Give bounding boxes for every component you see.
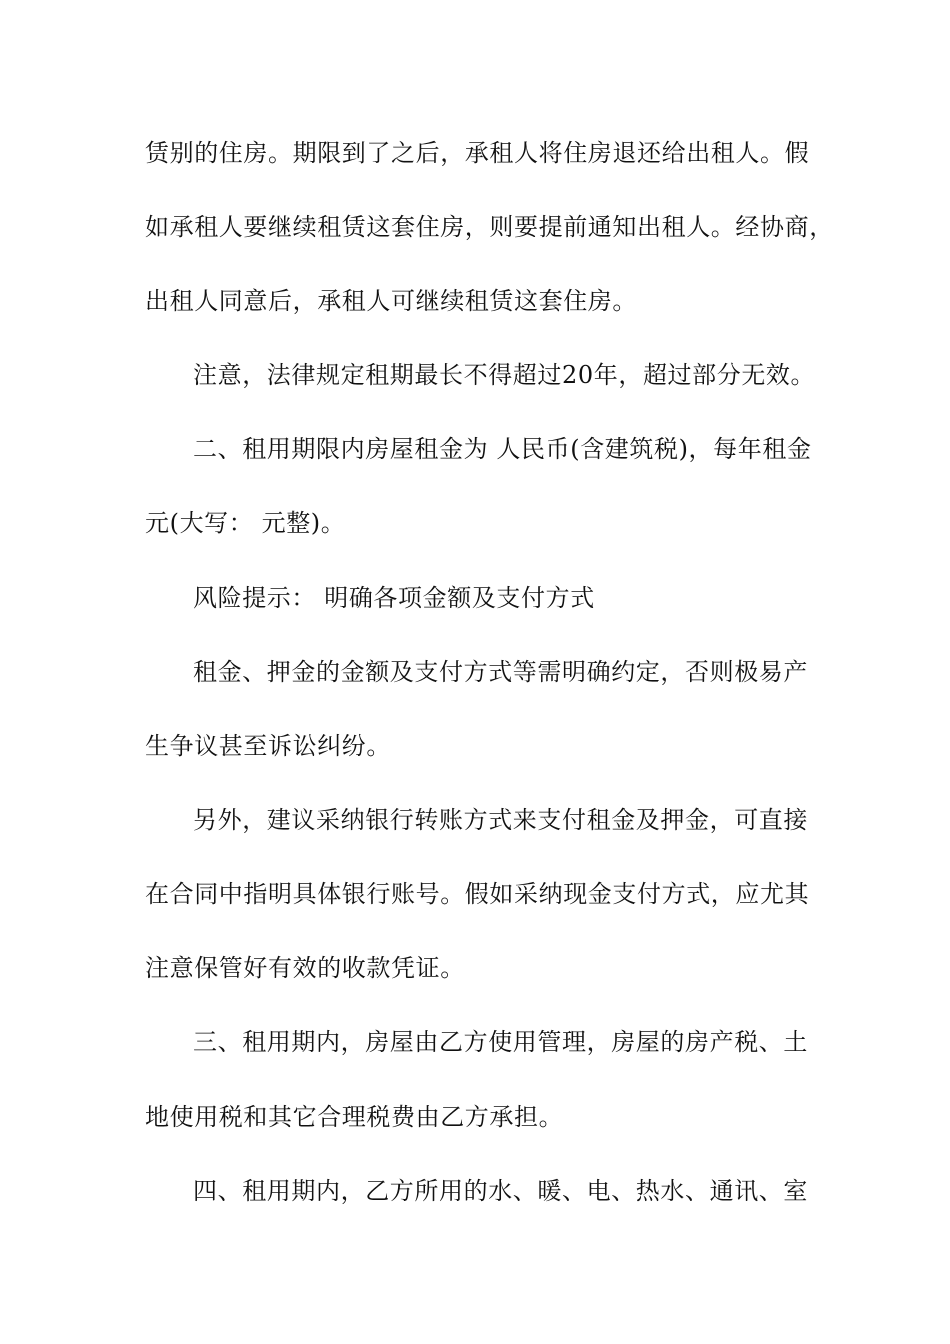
text-line: 在合同中指明具体银行账号。假如采纳现金支付方式，应尤其 [145,880,810,908]
text-line: 注意，法律规定租期最长不得超过20年，超过部分无效。 [193,361,816,389]
text-line: 二、租用期限内房屋租金为 人民币(含建筑税)，每年租金 [193,435,812,463]
text-line: 四、租用期内，乙方所用的水、暖、电、热水、通讯、室 [193,1177,808,1205]
text-line: 出租人同意后，承租人可继续租赁这套住房。 [145,287,637,315]
text-line: 另外，建议采纳银行转账方式来支付租金及押金，可直接 [193,806,808,834]
text-line: 风险提示： 明确各项金额及支付方式 [193,584,595,612]
text-line: 注意保管好有效的收款凭证。 [145,954,465,982]
text-line: 租金、押金的金额及支付方式等需明确约定，否则极易产 [193,658,808,686]
text-line: 地使用税和其它合理税费由乙方承担。 [145,1103,564,1131]
text-line: 如承租人要继续租赁这套住房，则要提前通知出租人。经协商， [145,213,834,241]
text-line: 生争议甚至诉讼纠纷。 [145,732,391,760]
text-line: 赁别的住房。期限到了之后，承租人将住房退还给出租人。假 [145,139,810,167]
text-line: 三、租用期内，房屋由乙方使用管理，房屋的房产税、土 [193,1028,808,1056]
text-line: 元(大写： 元整)。 [145,509,346,537]
